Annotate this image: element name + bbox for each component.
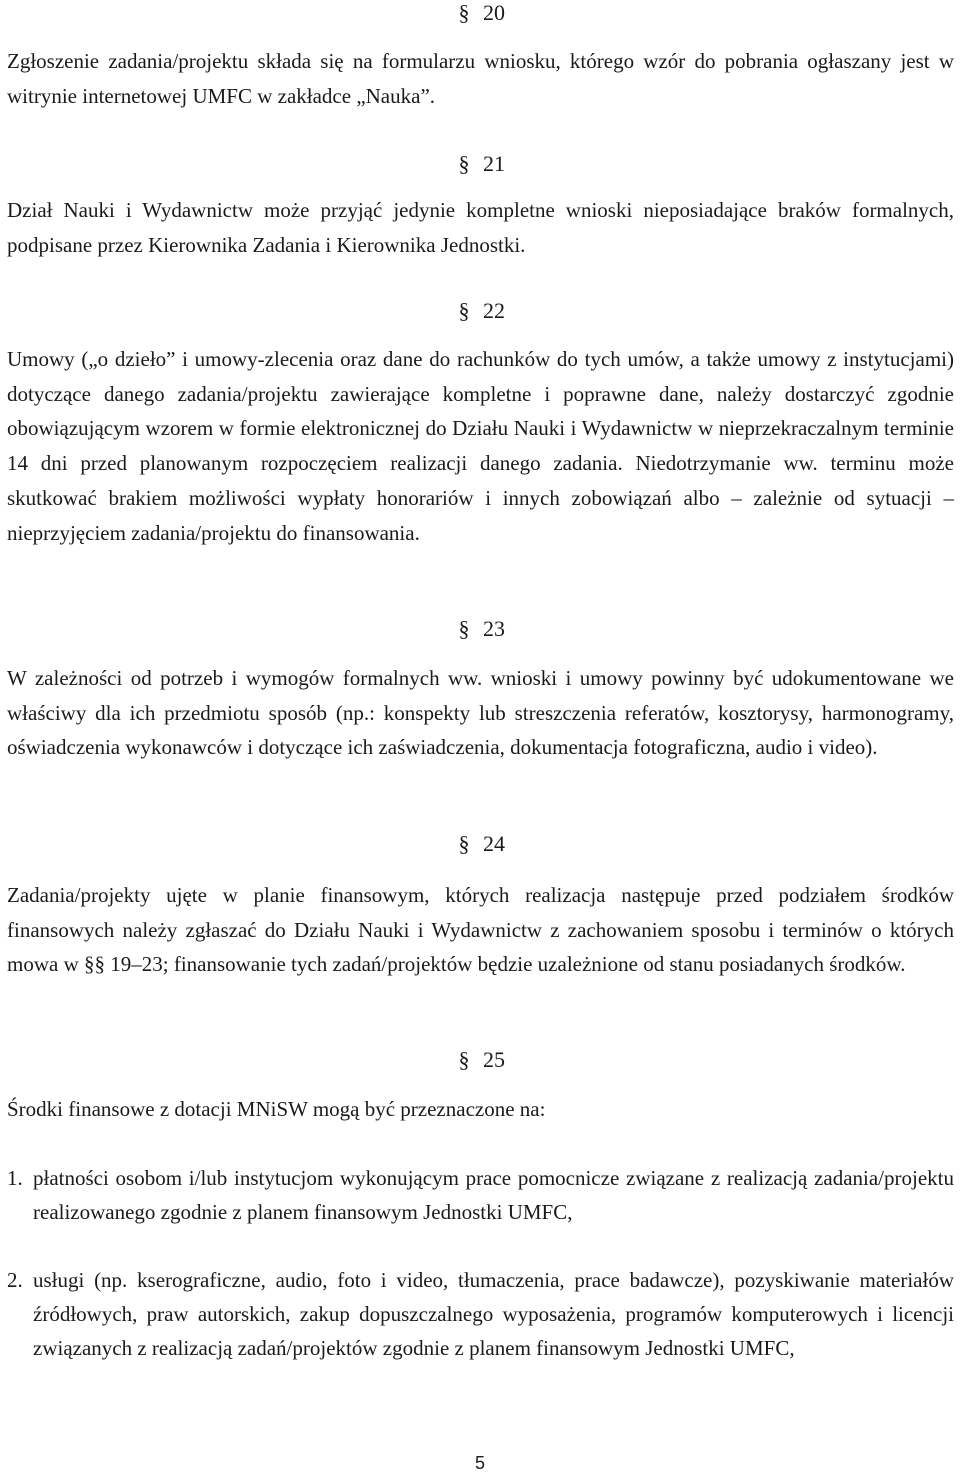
list-item-text: usługi (np. kserograficzne, audio, foto i video, tłumaczenia, prace badawcze), pozyskiwanie materiałów źródłowych, praw autorskich, zakup dopuszczalnego wyposażenia, programów komputerowych i licencji związanych z realizacją zadań/projektów zgodnie z planem finansowym Jednostki UMFC,	[33, 1268, 954, 1360]
section-symbol: §	[458, 0, 470, 25]
section-20-text: Zgłoszenie zadania/projektu składa się na formularzu wniosku, którego wzór do pobrania ogłaszany jest w witrynie internetowej UMFC w zakładce „Nauka”.	[7, 49, 954, 108]
section-number: 24	[483, 831, 505, 856]
section-number: 22	[483, 298, 505, 323]
list-marker: 2.	[7, 1268, 23, 1292]
section-symbol: §	[458, 1047, 470, 1072]
section-number: 20	[483, 0, 505, 25]
section-symbol: §	[458, 616, 470, 641]
section-number: 23	[483, 616, 505, 641]
section-symbol: §	[458, 151, 470, 176]
section-22-text: Umowy („o dzieło” i umowy-zlecenia oraz dane do rachunków do tych umów, a także umowy z instytucjami) dotyczące danego zadania/projektu zawierające kompletne i poprawne dane, należy dostarczyć zgodnie obowiązującym wzorem w formie elektronicznej do Działu Nauki i Wydawnictw w nieprzekraczalnym terminie 14 dni przed planowanym rozpoczęciem realizacji danego zadania. Niedotrzymanie ww. terminu może skutkować brakiem możliwości wypłaty honorariów i innych zobowiązań albo – zależnie od sytuacji – nieprzyjęciem zadania/projektu do finansowania.	[7, 347, 954, 545]
section-symbol: §	[458, 831, 470, 856]
section-heading-21	[0, 150, 960, 178]
section-23-text: W zależności od potrzeb i wymogów formalnych ww. wnioski i umowy powinny być udokumentowane we właściwy dla ich przedmiotu sposób (np.: konspekty lub streszczenia referatów, kosztorysy, harmonogramy, oświadczenia wykonawców i dotyczące ich zaświadczenia, dokumentacja fotograficzna, audio i video).	[7, 666, 954, 760]
section-symbol: §	[458, 298, 470, 323]
section-heading-22	[0, 297, 960, 325]
section-25-intro: Środki finansowe z dotacji MNiSW mogą być przeznaczone na:	[7, 1097, 546, 1121]
section-21-text: Dział Nauki i Wydawnictw może przyjąć jedynie kompletne wnioski nieposiadające braków formalnych, podpisane przez Kierownika Zadania i Kierownika Jednostki.	[7, 198, 954, 257]
section-24-text: Zadania/projekty ujęte w planie finansowym, których realizacja następuje przed podziałem środków finansowych należy zgłaszać do Działu Nauki i Wydawnictw z zachowaniem sposobu i terminów o których mowa w §§ 19–23; finansowanie tych zadań/projektów będzie uzależnione od stanu posiadanych środków.	[7, 883, 954, 977]
list-marker: 1.	[7, 1166, 23, 1190]
section-heading-23	[0, 615, 960, 643]
section-heading-24	[0, 830, 960, 858]
section-heading-20	[0, 0, 960, 27]
list-item-text: płatności osobom i/lub instytucjom wykonującym prace pomocnicze związane z realizacją zadania/projektu realizowanego zgodnie z planem finansowym Jednostki UMFC,	[33, 1166, 954, 1224]
page-number: 5	[474, 1453, 485, 1473]
list-item	[7, 1161, 954, 1229]
section-number: 21	[483, 151, 505, 176]
section-number: 25	[483, 1047, 505, 1072]
section-heading-25	[0, 1046, 960, 1074]
list-item	[7, 1263, 954, 1365]
